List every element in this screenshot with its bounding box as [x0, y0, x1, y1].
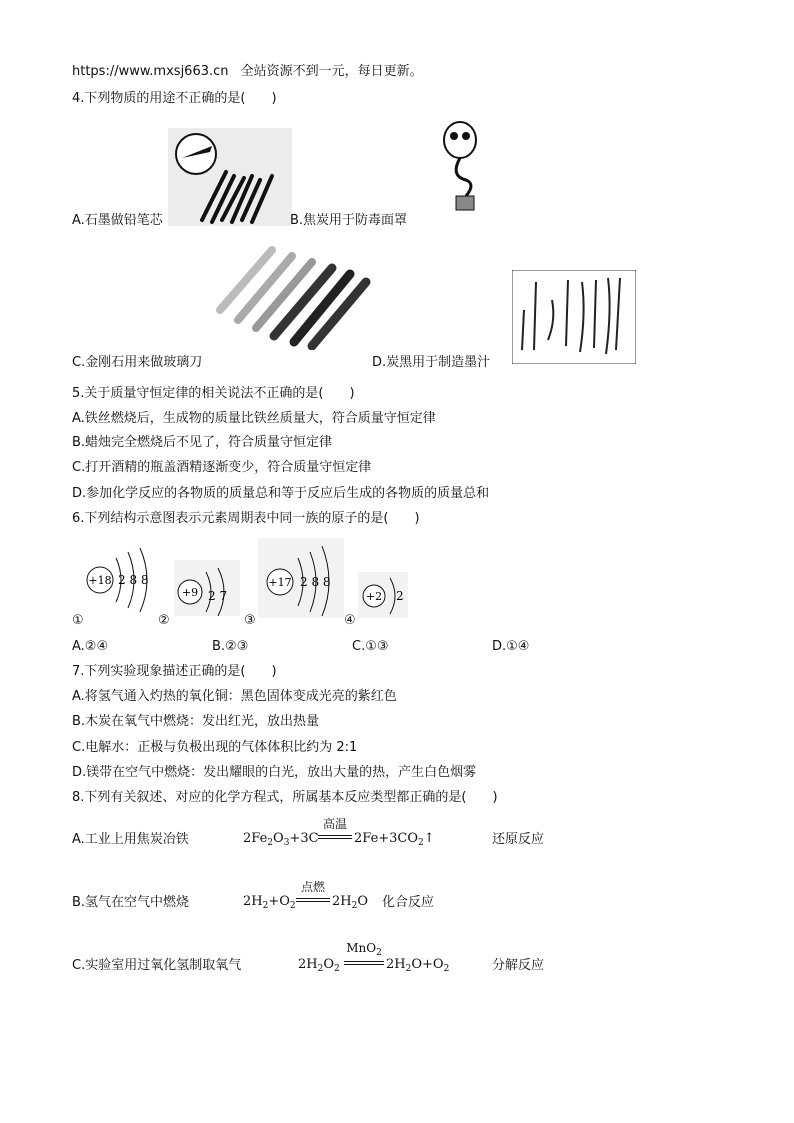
atom-diagram-2	[174, 560, 240, 616]
q7-option-a: A.将氢气通入灼热的氧化铜：黑色固体变成光亮的紫红色	[72, 689, 397, 704]
q8-c-label: C.实验室用过氧化氢制取氧气	[72, 958, 242, 973]
q6-option-b: B.②③	[212, 639, 249, 654]
q7-option-b: B.木炭在氧气中燃烧：发出红光，放出热量	[72, 714, 320, 729]
q8-b-label: B.氢气在空气中燃烧	[72, 895, 190, 910]
atom-4-marker: ④	[344, 613, 356, 628]
atom-diagram-3	[258, 538, 344, 618]
q5-stem: 5.关于质量守恒定律的相关说法不正确的是( )	[72, 386, 355, 401]
q5-option-b: B.蜡烛完全燃烧后不见了，符合质量守恒定律	[72, 435, 333, 450]
q5-option-a: A.铁丝燃烧后，生成物的质量比铁丝质量大，符合质量守恒定律	[72, 411, 436, 426]
atom-2-marker: ②	[158, 613, 170, 628]
q6-option-d: D.①④	[492, 639, 530, 654]
atom-diagram-1	[84, 540, 160, 612]
q6-option-a: A.②④	[72, 639, 109, 654]
atom-4-shells: 2	[396, 589, 404, 603]
header-slogan: 全站资源不到一元，每日更新。	[240, 64, 423, 79]
q8-a-condition: 高温	[322, 817, 347, 831]
atom-3-marker: ③	[244, 613, 256, 628]
q8-b-condition: 点燃	[300, 880, 325, 894]
q8-c-products: $2H_2O+O_2$	[386, 957, 450, 974]
q8-b-products: $2H_2O$	[332, 894, 369, 911]
q6-stem: 6.下列结构示意图表示元素周期表中同一族的原子的是( )	[72, 511, 420, 526]
atom-1-shells: 2 8 8	[118, 573, 149, 587]
atom-2-nucleus: +9	[181, 586, 199, 599]
q8-a-products: $2Fe+3CO_2↑$	[354, 831, 435, 848]
atom-diagram-4	[358, 572, 408, 618]
q8-c-type: 分解反应	[492, 958, 545, 973]
q7-stem: 7.下列实验现象描述正确的是( )	[72, 664, 277, 679]
q7-option-c: C.电解水：正极与负极出现的气体体积比约为 2:1	[72, 740, 358, 755]
q6-option-c: C.①③	[352, 639, 389, 654]
q4-stem: 4.下列物质的用途不正确的是( )	[72, 91, 277, 106]
q5-option-c: C.打开酒精的瓶盖酒精逐渐变少，符合质量守恒定律	[72, 460, 372, 475]
atom-1-nucleus: +18	[88, 574, 112, 587]
gas-mask-image	[436, 118, 492, 214]
q4-option-a: A.石墨做铅笔芯	[72, 213, 163, 228]
header	[72, 63, 423, 81]
ink-calligraphy-image	[512, 270, 636, 364]
atom-4-nucleus: +2	[365, 590, 383, 603]
q8-a-label: A.工业上用焦炭冶铁	[72, 832, 189, 847]
q7-option-d: D.镁带在空气中燃烧：发出耀眼的白光，放出大量的热，产生白色烟雾	[72, 765, 477, 780]
q8-c-equals	[344, 961, 384, 965]
glass-cutter-image	[212, 240, 372, 350]
atom-3-shells: 2 8 8	[300, 575, 331, 589]
q8-a-reactants: $2Fe_2O_3+3C$	[243, 831, 319, 848]
q8-a-equals	[318, 835, 352, 839]
q8-b-reactants: $2H_2+O_2$	[243, 894, 296, 911]
q8-stem: 8.下列有关叙述、对应的化学方程式，所属基本反应类型都正确的是( )	[72, 790, 498, 805]
q8-b-equals	[296, 898, 330, 902]
q8-a-type: 还原反应	[492, 832, 545, 847]
atom-3-nucleus: +17	[268, 576, 292, 589]
q4-option-c: C.金刚石用来做玻璃刀	[72, 355, 203, 370]
atom-1-marker: ①	[72, 613, 84, 628]
q5-option-d: D.参加化学反应的各物质的质量总和等于反应后生成的各物质的质量总和	[72, 486, 490, 501]
q8-c-reactants: $2H_2O_2$	[298, 957, 340, 974]
q4-option-b: B.焦炭用于防毒面罩	[290, 213, 408, 228]
header-url[interactable]: https://www.mxsj663.cn	[72, 64, 229, 79]
graphite-pencil-image	[168, 128, 292, 226]
q8-b-type: 化合反应	[382, 895, 435, 910]
q4-option-d: D.炭黑用于制造墨汁	[372, 355, 491, 370]
q8-c-condition: MnO$_2$	[346, 941, 382, 958]
atom-2-shells: 2 7	[208, 589, 228, 603]
